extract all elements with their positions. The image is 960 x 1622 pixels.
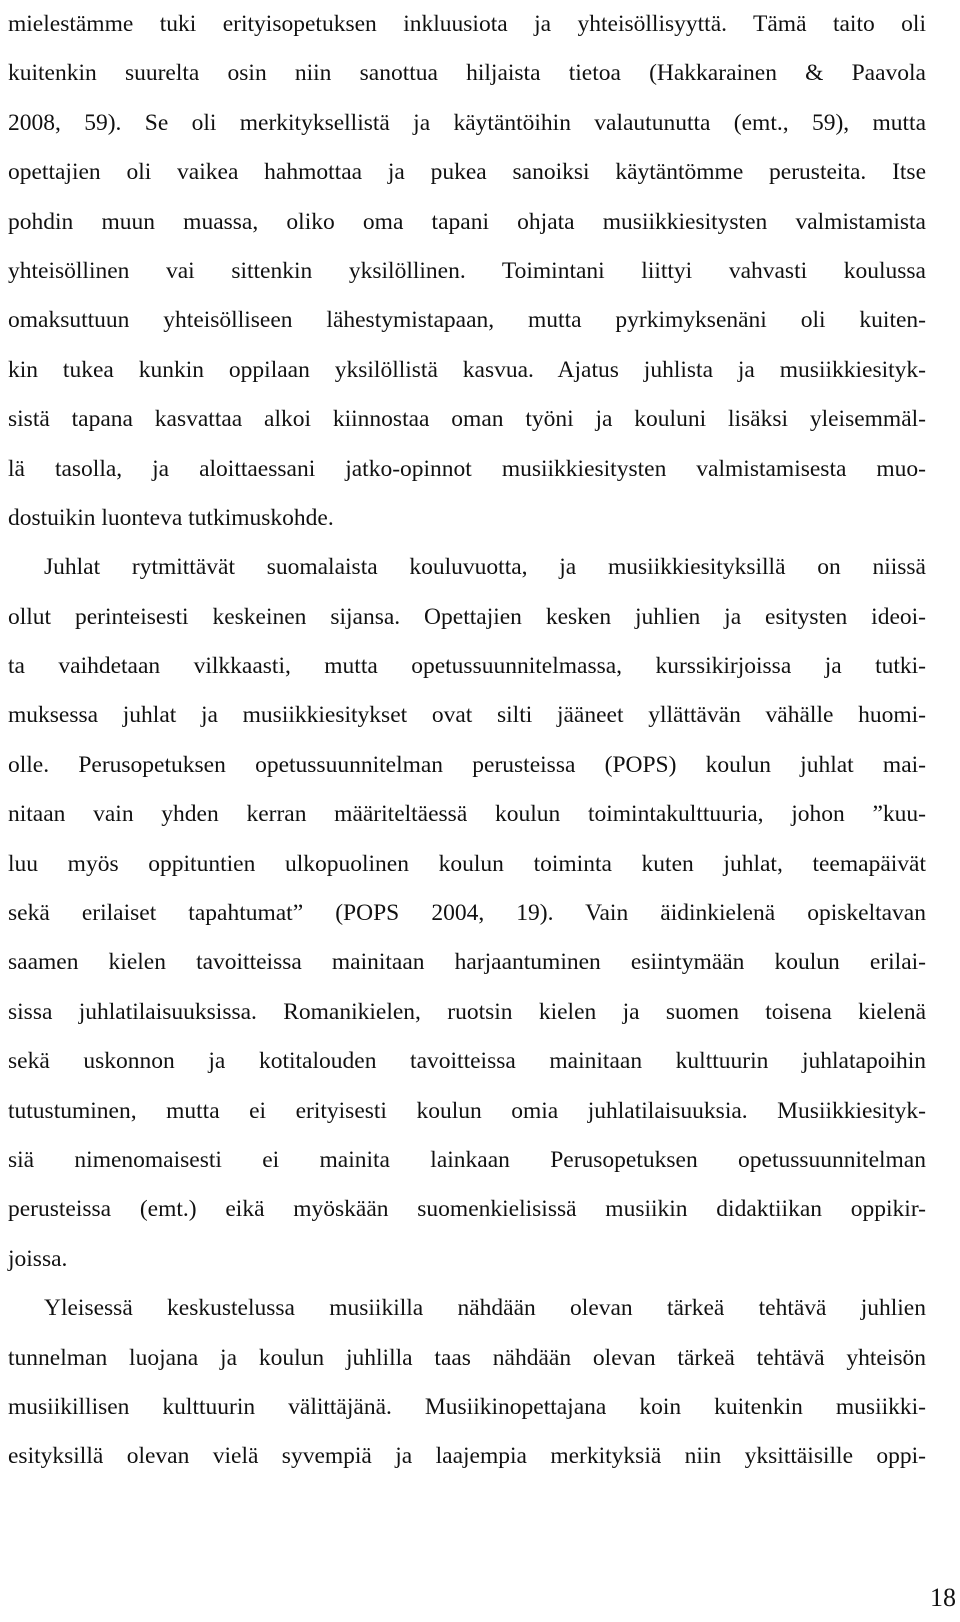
text-line: tunnelman luojana ja koulun juhlilla taas nähdään olevan tärkeä tehtävä yhteisön bbox=[8, 1344, 926, 1371]
text-line: dostuikin luonteva tutkimuskohde. bbox=[8, 504, 334, 531]
text-line: omaksuttuun yhteisölliseen lähestymistapaan, mutta pyrkimyksenäni oli kuiten- bbox=[8, 307, 926, 334]
text-line: sissa juhlatilaisuuksissa. Romanikielen, ruotsin kielen ja suomen toisena kielenä bbox=[8, 998, 926, 1025]
text-line: sekä erilaiset tapahtumat” (POPS 2004, 19). Vain äidinkielenä opiskeltavan bbox=[8, 900, 926, 927]
text-line: luu myös oppituntien ulkopuolinen koulun toiminta kuten juhlat, teemapäivät bbox=[8, 850, 926, 877]
text-line: Juhlat rytmittävät suomalaista kouluvuotta, ja musiikkiesityksillä on niissä bbox=[44, 554, 926, 581]
text-line: saamen kielen tavoitteissa mainitaan harjaantuminen esiintymään koulun erilai- bbox=[8, 949, 926, 976]
text-line: yhteisöllinen vai sittenkin yksilöllinen. Toimintani liittyi vahvasti koulussa bbox=[8, 257, 926, 284]
text-line: siä nimenomaisesti ei mainita lainkaan Perusopetuksen opetussuunnitelman bbox=[8, 1146, 926, 1173]
text-line: kin tukea kunkin oppilaan yksilöllistä kasvua. Ajatus juhlista ja musiikkiesityk- bbox=[8, 356, 926, 383]
text-line: nitaan vain yhden kerran määriteltäessä koulun toimintakulttuuria, johon ”kuu- bbox=[8, 801, 926, 828]
paragraph bbox=[8, 1284, 926, 1482]
text-line: esityksillä olevan vielä syvempiä ja laajempia merkityksiä niin yksittäisille oppi- bbox=[8, 1443, 926, 1470]
text-line: joissa. bbox=[8, 1245, 68, 1272]
page-number: 18 bbox=[930, 1583, 956, 1612]
paragraph bbox=[8, 543, 926, 1284]
text-line: kuitenkin suurelta osin niin sanottua hiljaista tietoa (Hakkarainen & Paavola bbox=[8, 60, 926, 87]
text-line: musiikillisen kulttuurin välittäjänä. Musiikinopettajana koin kuitenkin musiikki- bbox=[8, 1393, 926, 1420]
text-line: sistä tapana kasvattaa alkoi kiinnostaa oman työni ja kouluni lisäksi yleisemmäl- bbox=[8, 406, 926, 433]
text-line: Yleisessä keskustelussa musiikilla nähdään olevan tärkeä tehtävä juhlien bbox=[44, 1295, 926, 1322]
text-line: tutustuminen, mutta ei erityisesti koulun omia juhlatilaisuuksia. Musiikkiesityk- bbox=[8, 1097, 926, 1124]
text-line: olle. Perusopetuksen opetussuunnitelman perusteissa (POPS) koulun juhlat mai- bbox=[8, 751, 926, 778]
text-line: lä tasolla, ja aloittaessani jatko-opinnot musiikkiesitysten valmistamisesta muo- bbox=[8, 455, 926, 482]
text-line: sekä uskonnon ja kotitalouden tavoitteissa mainitaan kulttuurin juhlatapoihin bbox=[8, 1048, 926, 1075]
body-text bbox=[8, 0, 926, 1482]
text-line: pohdin muun muassa, oliko oma tapani ohjata musiikkiesitysten valmistamista bbox=[8, 208, 926, 235]
text-line: 2008, 59). Se oli merkityksellistä ja käytäntöihin valautunutta (emt., 59), mutta bbox=[8, 109, 926, 136]
text-line: opettajien oli vaikea hahmottaa ja pukea sanoiksi käytäntömme perusteita. Itse bbox=[8, 159, 926, 186]
text-line: ollut perinteisesti keskeinen sijansa. Opettajien kesken juhlien ja esitysten ideoi- bbox=[8, 603, 926, 630]
paragraph bbox=[8, 0, 926, 543]
text-line: perusteissa (emt.) eikä myöskään suomenkielisissä musiikin didaktiikan oppikir- bbox=[8, 1196, 926, 1223]
text-line: muksessa juhlat ja musiikkiesitykset ovat silti jääneet yllättävän vähälle huomi- bbox=[8, 702, 926, 729]
text-line: ta vaihdetaan vilkkaasti, mutta opetussuunnitelmassa, kurssikirjoissa ja tutki- bbox=[8, 653, 926, 680]
text-line: mielestämme tuki erityisopetuksen inkluusiota ja yhteisöllisyyttä. Tämä taito oli bbox=[8, 11, 926, 37]
